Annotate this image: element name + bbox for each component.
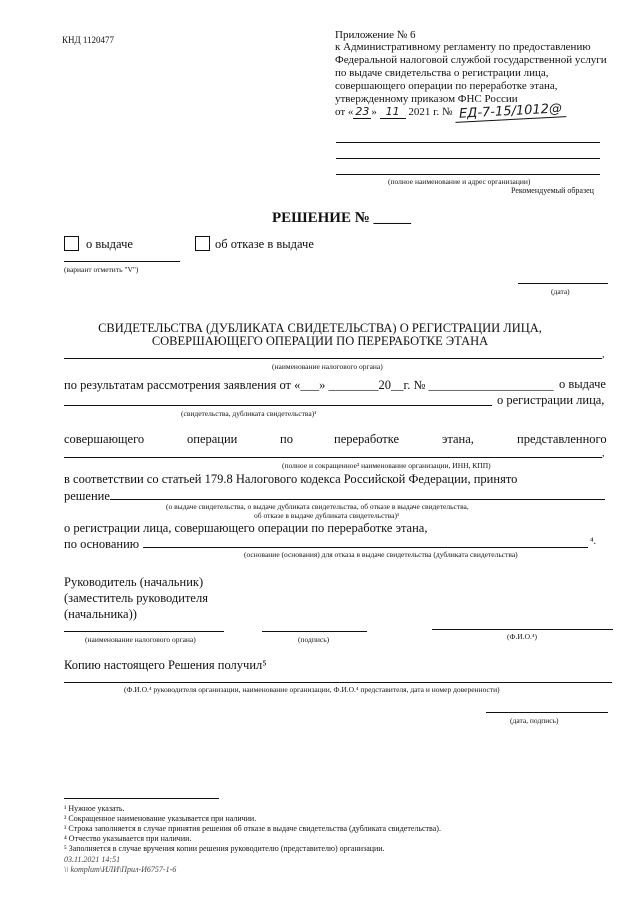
- signature-org-line: [64, 631, 224, 632]
- date-caption: (дата): [551, 287, 570, 296]
- date-line: [518, 283, 608, 284]
- decision-caption: об отказе в выдаче дубликата свидетельства)¹: [254, 511, 400, 520]
- heading-line-2: СОВЕРШАЮЩЕГО ОПЕРАЦИИ ПО ПЕРЕРАБОТКЕ ЭТАНА: [151, 334, 489, 348]
- signature-org-caption: (наименование налогового органа): [85, 635, 196, 644]
- recommended-sample: Рекомендуемый образец: [511, 186, 594, 195]
- refuse-label: об отказе в выдаче: [215, 237, 314, 251]
- appendix-line: к Административному регламенту по предоставлению: [335, 41, 591, 53]
- basis-word: по основанию: [64, 537, 140, 551]
- justified-word: представленного: [517, 432, 607, 446]
- basis-caption: (основание (основания) для отказа в выдаче свидетельства (дубликата свидетельства): [244, 550, 518, 559]
- basis-line: [143, 547, 588, 548]
- recipient-line: [336, 174, 600, 175]
- footnote: ⁵ Заполняется в случае вручения копии решения руководителю (представителю) организации.: [64, 844, 385, 853]
- signature-fio-line: [432, 629, 613, 630]
- organization-caption: (полное и сокращенное³ наименование организации, ИНН, КПП): [282, 461, 491, 470]
- decision-line: [110, 499, 605, 500]
- file-stamp-date: 03.11.2021 14:51: [64, 855, 121, 864]
- copy-received-line: [64, 682, 612, 683]
- justified-word: операции: [187, 432, 238, 446]
- tax-authority-caption: (наименование налогового органа): [272, 362, 383, 371]
- tax-authority-line: [64, 358, 602, 359]
- signature-sign-caption: (подпись): [298, 635, 330, 644]
- footnote-separator: [64, 798, 219, 799]
- appendix-line: совершающего операции по переработке этана,: [335, 80, 558, 92]
- justified-word: по: [280, 432, 293, 446]
- justified-word: переработке: [334, 432, 400, 446]
- footnote: ² Сокращенное наименование указывается при наличии.: [64, 814, 257, 823]
- appendix-line: по выдаче свидетельства о регистрации лица,: [335, 67, 549, 79]
- results-text: по результатам рассмотрения заявления от «___» ________20__г. № ____________________: [64, 378, 554, 392]
- certificate-line: [64, 405, 492, 406]
- justified-word: совершающего: [64, 432, 145, 446]
- article-text: в соответствии со статьей 179.8 Налогового кодекса Российской Федерации, принято: [64, 472, 518, 486]
- order-number: ЕД-7-15/1012@: [455, 101, 567, 123]
- footnote: ¹ Нужное указать.: [64, 804, 125, 813]
- footnote: ³ Строка заполняется в случае принятия решения об отказе в выдаче свидетельства (дубликата свидетельства).: [64, 824, 441, 833]
- decision-word: решение: [64, 489, 110, 503]
- on-issue-text: о выдаче: [559, 377, 606, 391]
- appendix-line: Федеральной налоговой службой государственной услуги: [335, 54, 607, 66]
- options-caption: (вариант отметить "V"): [64, 265, 139, 274]
- appendix-line: утвержденному приказом ФНС России: [335, 93, 518, 105]
- knd-code: КНД 1120477: [62, 35, 115, 45]
- decision-caption: (о выдаче свидетельства, о выдаче дубликата свидетельства, об отказе в выдаче свидетельства,: [166, 502, 469, 511]
- decision-title: РЕШЕНИЕ № _____: [272, 210, 412, 226]
- order-month: 11: [380, 105, 406, 119]
- registration-text: о регистрации лица, совершающего операции по переработке этана,: [64, 521, 428, 535]
- on-registration-text: о регистрации лица,: [497, 393, 605, 407]
- options-line: [64, 261, 180, 262]
- file-stamp-path: \\ komplum\ИЛИ\Прил-И6757-1-6: [64, 865, 177, 874]
- head-title: Руководитель (начальник): [64, 575, 204, 589]
- refuse-checkbox[interactable]: [195, 236, 210, 251]
- signature-line: [262, 631, 367, 632]
- order-reference: от « 23 » 11 2021 г. № ЕД-7-15/1012@: [335, 104, 566, 120]
- recipient-line: [336, 142, 600, 143]
- organization-line: [64, 457, 602, 458]
- head-title: (начальника)): [64, 607, 137, 621]
- basis-end: ⁴.: [590, 536, 596, 547]
- recipient-caption: (полное наименование и адрес организации): [388, 177, 531, 186]
- date-sign-line: [486, 712, 608, 713]
- order-day: 23: [355, 105, 370, 118]
- date-sign-caption: (дата, подпись): [510, 716, 559, 725]
- issue-checkbox[interactable]: [64, 236, 79, 251]
- appendix-number: Приложение № 6: [335, 29, 416, 41]
- heading-line-1: СВИДЕТЕЛЬСТВА (ДУБЛИКАТА СВИДЕТЕЛЬСТВА) О РЕГИСТРАЦИИ ЛИЦА,: [98, 321, 542, 335]
- signature-fio-caption: (Ф.И.О.⁴): [507, 632, 537, 641]
- issue-label: о выдаче: [86, 237, 133, 251]
- copy-received-text: Копию настоящего Решения получил⁵: [64, 658, 267, 672]
- certificate-caption: (свидетельства, дубликата свидетельства)¹: [181, 409, 317, 418]
- footnote: ⁴ Отчество указывается при наличии.: [64, 834, 192, 843]
- recipient-line: [336, 158, 600, 159]
- justified-word: этана,: [442, 432, 474, 446]
- head-title: (заместитель руководителя: [64, 591, 208, 605]
- copy-received-caption: (Ф.И.О.⁴ руководителя организации, наименование организации, Ф.И.О.⁴ представителя, дата и номер доверенности): [124, 685, 500, 694]
